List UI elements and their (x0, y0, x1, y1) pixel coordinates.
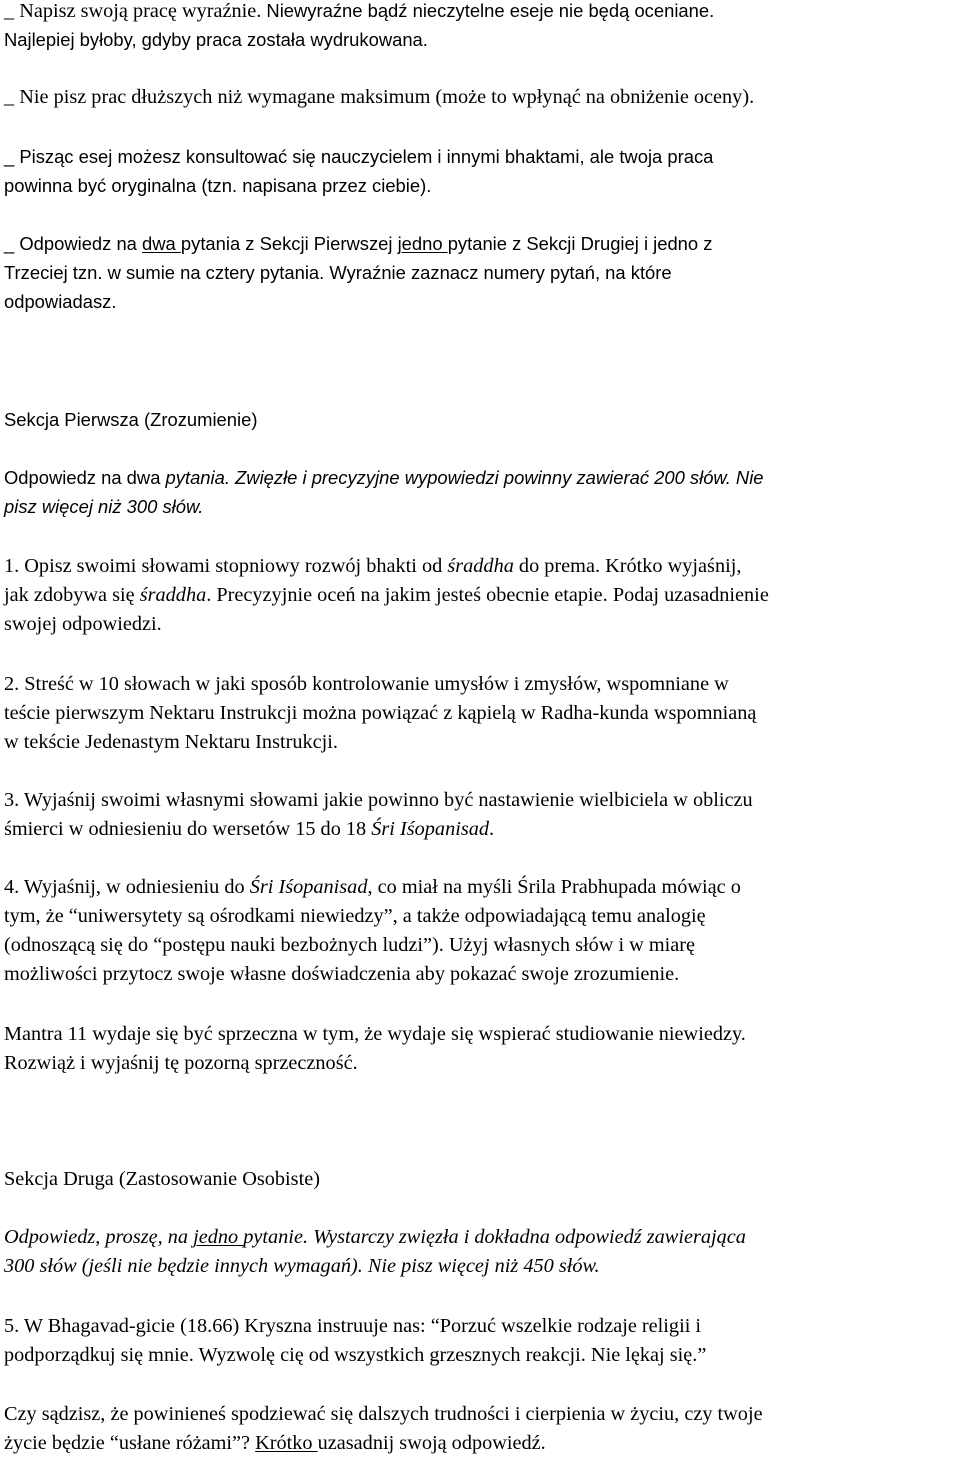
rule-4-line-2: Trzeciej tzn. w sumie na cztery pytania. Wyraźnie zaznacz numery pytań, na które (4, 262, 672, 283)
section-2-title: Sekcja Druga (Zastosowanie Osobiste) (4, 1168, 320, 1190)
rule-3-line-2: powinna być oryginalna (tzn. napisana przez ciebie). (4, 175, 432, 196)
section-1-title: Sekcja Pierwsza (Zrozumienie) (4, 409, 258, 430)
question-4-line-1: 4. Wyjaśnij, w odniesieniu do Śri Iśopanisad, co miał na myśli Śrila Prabhupada mówiąc o (4, 876, 741, 898)
rule-3-line-1: _ Pisząc esej możesz konsultować się nauczycielem i innymi bhaktami, ale twoja praca (4, 146, 714, 167)
mantra-line-1: Mantra 11 wydaje się być sprzeczna w tym, że wydaje się wspierać studiowanie niewiedzy. (4, 1023, 746, 1045)
question-1-line-1: 1. Opisz swoimi słowami stopniowy rozwój bhakti od śraddha do prema. Krótko wyjaśnij, (4, 555, 742, 577)
rule-2: _ Nie pisz prac dłuższych niż wymagane maksimum (może to wpłynąć na obniżenie oceny). (4, 86, 755, 108)
section-1-instructions-line-2: pisz więcej niż 300 słów. (4, 496, 204, 517)
question-5-line-3: Czy sądzisz, że powinieneś spodziewać się dalszych trudności i cierpienia w życiu, czy twoje (4, 1403, 763, 1425)
question-1-line-2: jak zdobywa się śraddha. Precyzyjnie oceń na jakim jesteś obecnie etapie. Podaj uzasadnienie (4, 584, 769, 606)
rule-1-line-1: _ Napisz swoją pracę wyraźnie. Niewyraźne bądź nieczytelne eseje nie będą oceniane. (4, 0, 715, 22)
mantra-line-2: Rozwiąż i wyjaśnij tę pozorną sprzeczność. (4, 1052, 358, 1074)
question-5-line-1: 5. W Bhagavad-gicie (18.66) Kryszna instruuje nas: “Porzuć wszelkie rodzaje religii i (4, 1315, 702, 1337)
rule-4-line-3: odpowiadasz. (4, 291, 117, 312)
rule-4-line-1: _ Odpowiedz na dwa pytania z Sekcji Pierwszej jedno pytanie z Sekcji Drugiej i jedno z (4, 233, 713, 254)
section-2-instructions-line-1: Odpowiedz, proszę, na jedno pytanie. Wystarczy zwięzła i dokładna odpowiedź zawierająca (4, 1226, 746, 1248)
question-2-line-3: w tekście Jedenastym Nektaru Instrukcji. (4, 731, 338, 753)
question-3-line-1: 3. Wyjaśnij swoimi własnymi słowami jakie powinno być nastawienie wielbiciela w obliczu (4, 789, 753, 811)
question-2-line-2: teście pierwszym Nektaru Instrukcji można powiązać z kąpielą w Radha-kunda wspomnianą (4, 702, 757, 724)
rule-1-line-2: Najlepiej byłoby, gdyby praca została wydrukowana. (4, 29, 428, 50)
section-2-instructions-line-2: 300 słów (jeśli nie będzie innych wymagań). Nie pisz więcej niż 450 słów. (4, 1255, 600, 1277)
question-4-line-3: (odnoszącą się do “postępu nauki bezbożnych ludzi”). Użyj własnych słów i w miarę (4, 934, 696, 956)
question-2-line-1: 2. Streść w 10 słowach w jaki sposób kontrolowanie umysłów i zmysłów, wspomniane w (4, 673, 729, 695)
question-5-line-4: życie będzie “usłane różami”? Krótko uzasadnij swoją odpowiedź. (4, 1432, 546, 1454)
section-1-instructions-line-1: Odpowiedz na dwa pytania. Zwięzłe i precyzyjne wypowiedzi powinny zawierać 200 słów. Nie (4, 467, 764, 488)
question-1-line-3: swojej odpowiedzi. (4, 613, 162, 635)
question-5-line-2: podporządkuj się mnie. Wyzwolę cię od wszystkich grzesznych reakcji. Nie lękaj się.” (4, 1344, 707, 1366)
question-3-line-2: śmierci w odniesieniu do wersetów 15 do 18 Śri Iśopanisad. (4, 818, 495, 840)
question-4-line-2: tym, że “uniwersytety są ośrodkami niewiedzy”, a także odpowiadającą temu analogię (4, 905, 706, 927)
question-4-line-4: możliwości przytocz swoje własne doświadczenia aby pokazać swoje zrozumienie. (4, 963, 680, 985)
